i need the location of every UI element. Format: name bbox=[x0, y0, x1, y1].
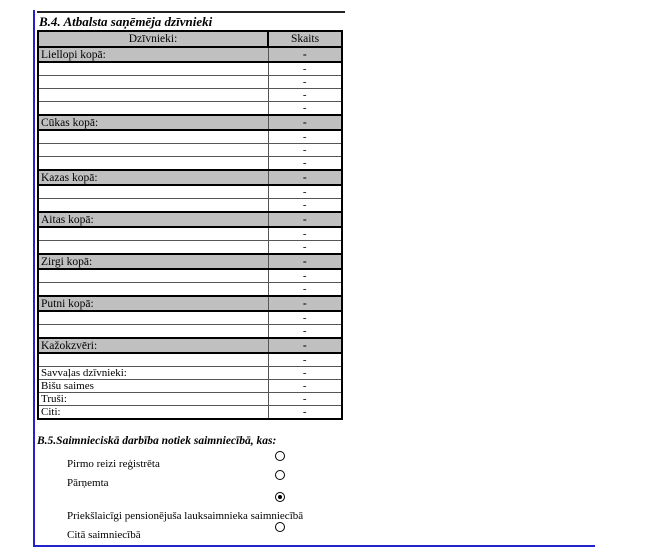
table-row bbox=[38, 393, 342, 406]
count-value-cell: - bbox=[268, 227, 342, 241]
table-row bbox=[38, 89, 342, 102]
table-header-row bbox=[38, 31, 342, 47]
radio-icon[interactable] bbox=[275, 522, 285, 532]
animal-label-cell bbox=[38, 185, 268, 199]
animal-label-cell: Truši: bbox=[38, 393, 268, 406]
table-row bbox=[38, 367, 342, 380]
radio-option-label: Pirmo reizi reģistrēta bbox=[67, 458, 160, 470]
animal-label-cell bbox=[38, 199, 268, 213]
count-value-cell: - bbox=[268, 102, 342, 116]
count-value-cell: - bbox=[268, 367, 342, 380]
table-row bbox=[38, 406, 342, 420]
animal-label-cell bbox=[38, 325, 268, 339]
animal-label-cell: Citi: bbox=[38, 406, 268, 420]
animal-label-cell bbox=[38, 311, 268, 325]
animal-label-cell: Kažokzvēri: bbox=[38, 338, 268, 353]
animal-label-cell bbox=[38, 353, 268, 367]
animal-label-cell bbox=[38, 269, 268, 283]
count-value-cell: - bbox=[268, 311, 342, 325]
page-break-border-bottom bbox=[33, 545, 595, 547]
animals-table-body bbox=[38, 47, 342, 419]
table-row bbox=[38, 283, 342, 297]
animal-label-cell bbox=[38, 283, 268, 297]
animal-label-cell bbox=[38, 130, 268, 144]
table-row bbox=[38, 170, 342, 185]
animal-label-cell bbox=[38, 62, 268, 76]
table-row bbox=[38, 380, 342, 393]
radio-option bbox=[37, 451, 345, 470]
table-row bbox=[38, 115, 342, 130]
animal-label-cell: Aitas kopā: bbox=[38, 212, 268, 227]
radio-option-label: Pārņemta bbox=[67, 477, 109, 489]
table-row bbox=[38, 311, 342, 325]
radio-icon[interactable] bbox=[275, 451, 285, 461]
count-value-cell: - bbox=[268, 406, 342, 420]
animal-label-cell: Cūkas kopā: bbox=[38, 115, 268, 130]
table-row bbox=[38, 254, 342, 269]
page-break-border-left bbox=[33, 10, 35, 547]
count-value-cell: - bbox=[268, 76, 342, 89]
radio-option-label: Citā saimniecībā bbox=[67, 529, 141, 541]
count-value-cell: - bbox=[268, 115, 342, 130]
animal-label-cell: Kazas kopā: bbox=[38, 170, 268, 185]
animal-label-cell bbox=[38, 157, 268, 171]
count-value-cell: - bbox=[268, 130, 342, 144]
count-value-cell: - bbox=[268, 353, 342, 367]
column-header-animals: Dzīvnieki: bbox=[38, 31, 268, 47]
radio-option bbox=[37, 492, 345, 522]
count-value-cell: - bbox=[268, 241, 342, 255]
radio-option-label: Priekšlaicīgi pensionējuša lauksaimnieka saimniecībā bbox=[67, 510, 304, 522]
count-value-cell: - bbox=[268, 47, 342, 62]
table-row bbox=[38, 76, 342, 89]
table-row bbox=[38, 269, 342, 283]
section-b4-title: B.4. Atbalsta saņēmēja dzīvnieki bbox=[37, 11, 345, 30]
count-value-cell: - bbox=[268, 269, 342, 283]
count-value-cell: - bbox=[268, 338, 342, 353]
animal-label-cell bbox=[38, 227, 268, 241]
animal-label-cell bbox=[38, 102, 268, 116]
table-row bbox=[38, 241, 342, 255]
count-value-cell: - bbox=[268, 157, 342, 171]
count-value-cell: - bbox=[268, 144, 342, 157]
animal-label-cell: Savvaļas dzīvnieki: bbox=[38, 367, 268, 380]
count-value-cell: - bbox=[268, 199, 342, 213]
table-row bbox=[38, 185, 342, 199]
table-row bbox=[38, 144, 342, 157]
animal-label-cell: Putni kopā: bbox=[38, 296, 268, 311]
count-value-cell: - bbox=[268, 212, 342, 227]
radio-icon[interactable] bbox=[275, 470, 285, 480]
radio-selected-icon[interactable] bbox=[275, 492, 285, 502]
count-value-cell: - bbox=[268, 325, 342, 339]
animals-table bbox=[37, 30, 343, 420]
animal-label-cell: Bišu saimes bbox=[38, 380, 268, 393]
table-row bbox=[38, 212, 342, 227]
table-row bbox=[38, 296, 342, 311]
radio-option bbox=[37, 522, 345, 545]
count-value-cell: - bbox=[268, 62, 342, 76]
table-row bbox=[38, 227, 342, 241]
radio-option bbox=[37, 470, 345, 492]
animal-label-cell: Zirgi kopā: bbox=[38, 254, 268, 269]
count-value-cell: - bbox=[268, 296, 342, 311]
form-content bbox=[37, 11, 345, 545]
section-b5 bbox=[37, 435, 345, 545]
animal-label-cell bbox=[38, 76, 268, 89]
count-value-cell: - bbox=[268, 185, 342, 199]
table-row bbox=[38, 338, 342, 353]
table-row bbox=[38, 353, 342, 367]
count-value-cell: - bbox=[268, 380, 342, 393]
count-value-cell: - bbox=[268, 283, 342, 297]
table-row bbox=[38, 130, 342, 144]
table-row bbox=[38, 325, 342, 339]
section-b5-title: B.5.Saimnieciskā darbība notiek saimniecībā, kas: bbox=[37, 435, 277, 447]
table-row bbox=[38, 62, 342, 76]
table-row bbox=[38, 199, 342, 213]
table-row bbox=[38, 157, 342, 171]
count-value-cell: - bbox=[268, 170, 342, 185]
animal-label-cell bbox=[38, 241, 268, 255]
animal-label-cell bbox=[38, 89, 268, 102]
b5-options bbox=[37, 451, 345, 545]
animal-label-cell: Liellopi kopā: bbox=[38, 47, 268, 62]
table-row bbox=[38, 47, 342, 62]
column-header-count: Skaits bbox=[268, 31, 342, 47]
count-value-cell: - bbox=[268, 393, 342, 406]
table-row bbox=[38, 102, 342, 116]
count-value-cell: - bbox=[268, 89, 342, 102]
count-value-cell: - bbox=[268, 254, 342, 269]
animal-label-cell bbox=[38, 144, 268, 157]
